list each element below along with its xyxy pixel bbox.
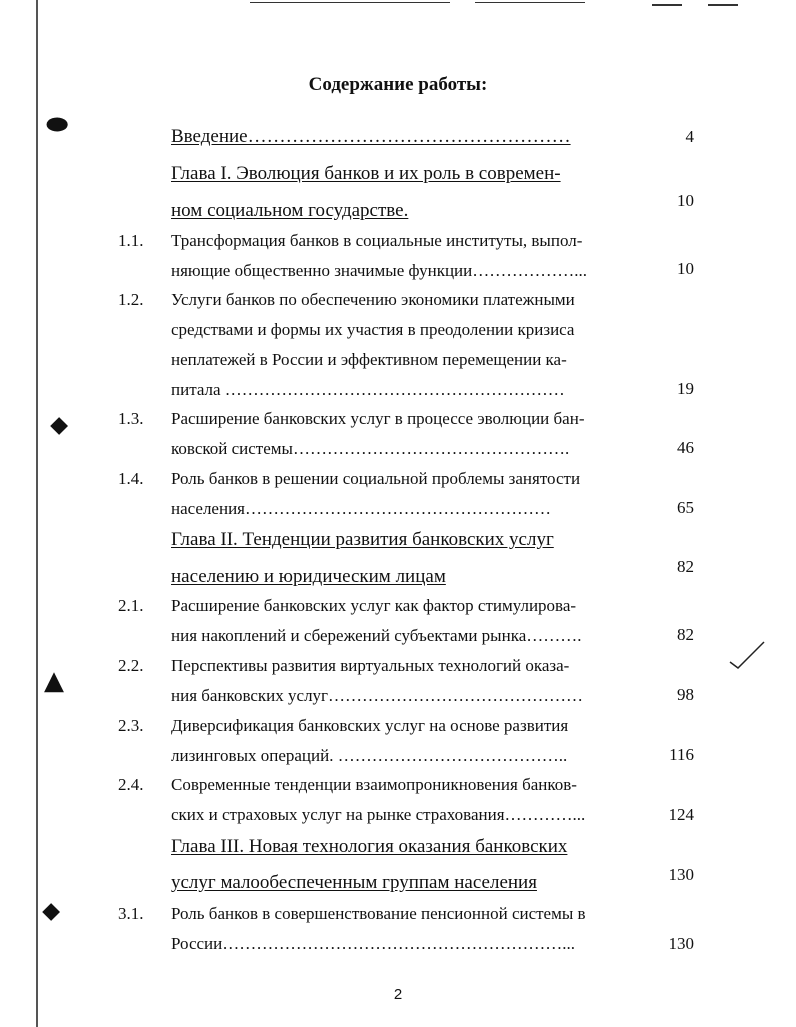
entry-text-line: ских и страховых услуг на рынке страхования…………... [171,805,586,824]
entry-page-number: 116 [669,745,694,764]
entry-text-line: Услуги банков по обеспечению экономики платежными [171,290,575,309]
chapter-heading-line: Введение…………………………………………… [171,126,571,147]
chapter-heading-line: ном социальном государстве. [171,200,409,221]
entry-text-line: России……………………………………………………... [171,934,575,953]
entry-text-line: неплатежей в России и эффективном перемещении ка- [171,350,567,369]
scan-top-line-4 [708,4,738,6]
chapter-heading-line: услуг малообеспеченным группам населения [171,872,537,893]
entry-page-number: 10 [677,191,694,210]
chapter-heading-line: Глава III. Новая технология оказания банковских [171,836,568,857]
checkmark-icon [728,640,768,680]
chapter-heading-line: Глава I. Эволюция банков и их роль в современ- [171,163,561,184]
entry-number: 2.1. [118,596,144,615]
entry-page-number: 46 [677,438,694,457]
entry-number: 2.4. [118,775,144,794]
entry-page-number: 65 [677,498,694,517]
entry-text-line: няющие общественно значимые функции………………... [171,261,587,280]
entry-page-number: 10 [677,259,694,278]
chapter-heading-line: населению и юридическим лицам [171,566,446,587]
entry-page-number: 130 [668,934,694,953]
entry-text-line: Перспективы развития виртуальных технологий оказа- [171,656,570,675]
entry-number: 2.3. [118,716,144,735]
entry-text-line: Трансформация банков в социальные институты, выпол- [171,231,583,250]
scan-top-line [250,2,450,3]
scan-top-line-3 [652,4,682,6]
entry-text-line: населения……………………………………………… [171,499,551,518]
hole-punch-mark: ▲ [44,666,64,696]
entry-number: 2.2. [118,656,144,675]
hole-punch-mark: ⬬ [46,110,69,140]
entry-number: 3.1. [118,904,144,923]
page-number: 2 [393,986,403,1003]
scan-top-line-2 [475,2,585,3]
entry-number: 1.4. [118,469,144,488]
entry-page-number: 130 [668,865,694,884]
scan-left-edge-line [36,0,38,1027]
entry-text-line: ния банковских услуг……………………………………… [171,686,584,705]
entry-text-line: ния накоплений и сбережений субъектами рынка………. [171,626,582,645]
entry-number: 1.2. [118,290,144,309]
entry-text-line: Роль банков в решении социальной проблемы занятости [171,469,581,488]
entry-page-number: 82 [677,625,694,644]
hole-punch-mark: ⬥ [50,410,69,440]
page-title: Содержание работы: [308,74,488,95]
entry-text-line: питала …………………………………………………… [171,380,565,399]
entry-text-line: Расширение банковских услуг как фактор стимулирова- [171,596,577,615]
entry-number: 1.1. [118,231,144,250]
chapter-heading-line: Глава II. Тенденции развития банковских услуг [171,529,554,550]
entry-text-line: ковской системы…………………………………………. [171,439,570,458]
entry-text-line: лизинговых операций. ………………………………….. [171,746,568,765]
entry-page-number: 98 [677,685,694,704]
entry-page-number: 124 [668,805,694,824]
entry-text-line: Диверсификация банковских услуг на основе развития [171,716,569,735]
entry-page-number: 19 [677,379,694,398]
entry-page-number: 82 [677,557,694,576]
entry-text-line: средствами и формы их участия в преодолении кризиса [171,320,575,339]
entry-text-line: Роль банков в совершенствование пенсионной системы в [171,904,586,923]
entry-page-number: 4 [685,127,694,146]
entry-text-line: Современные тенденции взаимопроникновения банков- [171,775,577,794]
entry-text-line: Расширение банковских услуг в процессе эволюции бан- [171,409,585,428]
entry-number: 1.3. [118,409,144,428]
hole-punch-mark: ⬥ [42,896,61,926]
